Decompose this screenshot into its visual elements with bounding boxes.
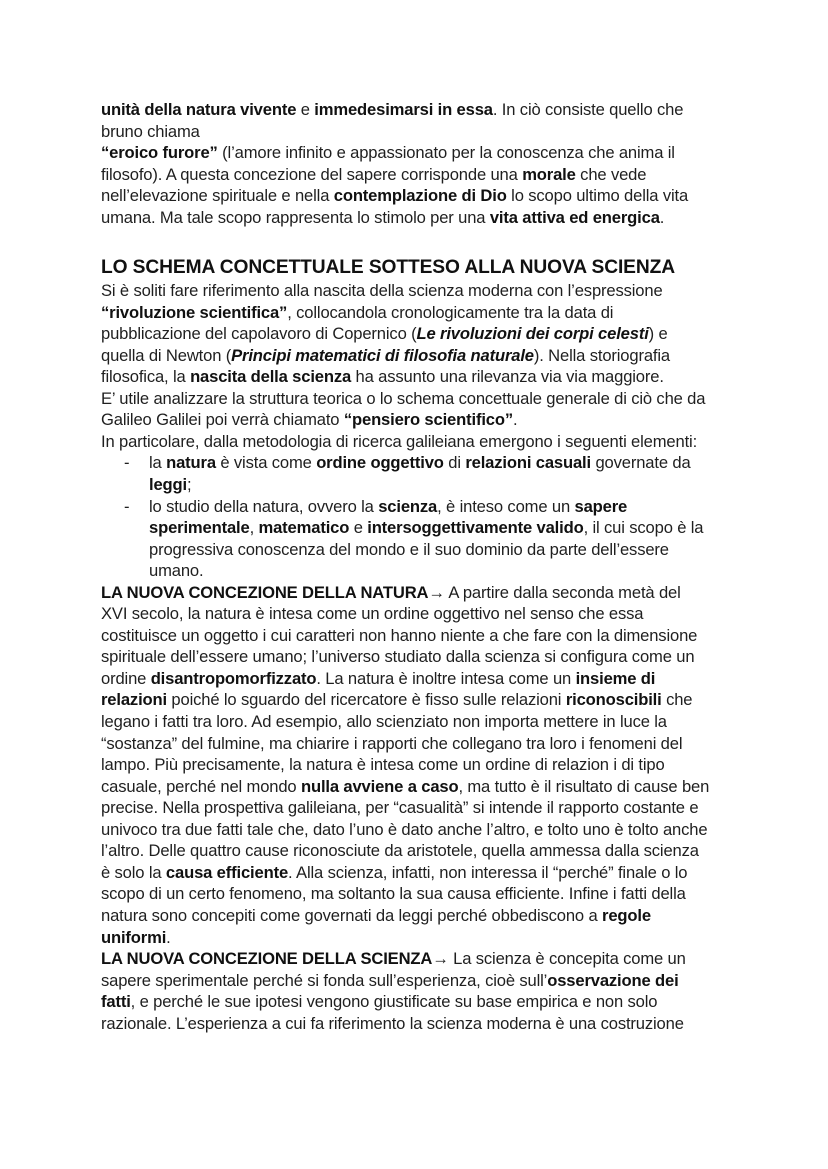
text-line: quella di Newton (Principi matematici di filosofia naturale). Nella storiografia (101, 345, 670, 365)
text-line: bruno chiama (101, 121, 200, 141)
text-line: sapere sperimentale perché si fonda sull’esperienza, cioè sull’osservazione dei (101, 970, 679, 990)
bullet-dash-icon: - (124, 453, 130, 473)
bullet-line: leggi; (149, 474, 192, 494)
text-line: uniformi. (101, 927, 171, 947)
text-line: lampo. Più precisamente, la natura è intesa come un ordine di relazion i di tipo (101, 755, 665, 775)
text-line: legano i fatti tra loro. Ad esempio, allo scienziato non importa mettere in luce la (101, 712, 667, 731)
text-line: umana. Ma tale scopo rappresenta lo stimolo per una vita attiva ed energica. (101, 207, 665, 227)
text-line: precise. Nella prospettiva galileiana, per “casualità” si intende il rapporto costante e (101, 798, 699, 818)
text-line: filosofo). A questa concezione del sapere corrisponde una morale che vede (101, 164, 647, 184)
text-line: ordine disantropomorfizzato. La natura è inoltre intesa come un insieme di (101, 668, 656, 688)
text-line: è solo la causa efficiente. Alla scienza, infatti, non interessa il “perché” finale o lo (101, 862, 688, 882)
bullet-line: la natura è vista come ordine oggettivo di relazioni casuali governate da (149, 453, 691, 473)
text-line: In particolare, dalla metodologia di ricerca galileiana emergono i seguenti elementi: (101, 431, 698, 451)
text-line: univoco tra due fatti tale che, dato l’uno è dato anche l’altro, e tolto uno è tolto anche (101, 819, 708, 839)
text-line: LA NUOVA CONCEZIONE DELLA NATURA→ A partire dalla seconda metà del (101, 582, 681, 602)
text-line: filosofica, la nascita della scienza ha assunto una rilevanza via via maggiore. (101, 367, 664, 387)
text-line: fatti, e perché le sue ipotesi vengono giustificate su base empirica e non solo (101, 992, 658, 1012)
bullet-dash-icon: - (124, 496, 130, 516)
text-line: scopo di un certo fenomeno, ma soltanto la sua causa efficiente. Infine i fatti della (101, 884, 686, 904)
text-line: Si è soliti fare riferimento alla nascita della scienza moderna con l’espressione (101, 281, 663, 300)
text-line: E’ utile analizzare la struttura teorica o lo schema concettuale generale di ciò che da (101, 388, 706, 408)
text-line: spirituale dell’essere umano; l’universo studiato dalla scienza si configura come un (101, 647, 695, 667)
text-line: LA NUOVA CONCEZIONE DELLA SCIENZA→ La scienza è concepita come un (101, 949, 686, 969)
text-line: XVI secolo, la natura è intesa come un ordine oggettivo nel senso che essa (101, 604, 644, 624)
text-line: relazioni poiché lo sguardo del ricercatore è fisso sulle relazioni riconoscibili che (101, 690, 693, 710)
text-line: natura sono concepiti come governati da leggi perché obbediscono a regole (101, 905, 651, 925)
section-heading: LO SCHEMA CONCETTUALE SOTTESO ALLA NUOVA SCIENZA (101, 257, 676, 278)
text-line: l’altro. Delle quattro cause riconosciute da aristotele, quella ammessa dalla scienza (101, 841, 699, 861)
text-line: Galileo Galilei poi verrà chiamato “pensiero scientifico”. (101, 410, 518, 430)
text-line: “sostanza” del fulmine, ma chiarire i rapporti che collegano tra loro i fenomeni del (101, 733, 683, 753)
bullet-line: lo studio della natura, ovvero la scienza, è inteso come un sapere (149, 496, 628, 516)
text-line: razionale. L’esperienza a cui fa riferimento la scienza moderna è una costruzione (101, 1013, 684, 1033)
bullet-line: umano. (149, 561, 204, 581)
text-line: costituisce un oggetto i cui caratteri non hanno niente a che fare con la dimensione (101, 625, 698, 645)
text-line: “eroico furore” (l’amore infinito e appassionato per la conoscenza che anima il (101, 143, 675, 163)
text-line: pubblicazione del capolavoro di Copernico (Le rivoluzioni dei corpi celesti) e (101, 324, 668, 344)
text-line: unità della natura vivente e immedesimarsi in essa. In ciò consiste quello che (101, 100, 684, 119)
bullet-line: progressiva conoscenza del mondo e il suo dominio da parte dell’essere (149, 539, 669, 559)
text-line: nell’elevazione spirituale e nella contemplazione di Dio lo scopo ultimo della vita (101, 186, 689, 206)
text-line: casuale, perché nel mondo nulla avviene a caso, ma tutto è il risultato di cause ben (101, 776, 710, 796)
text-line: “rivoluzione scientifica”, collocandola cronologicamente tra la data di (101, 302, 614, 322)
bullet-line: sperimentale, matematico e intersoggettivamente valido, il cui scopo è la (149, 518, 704, 538)
